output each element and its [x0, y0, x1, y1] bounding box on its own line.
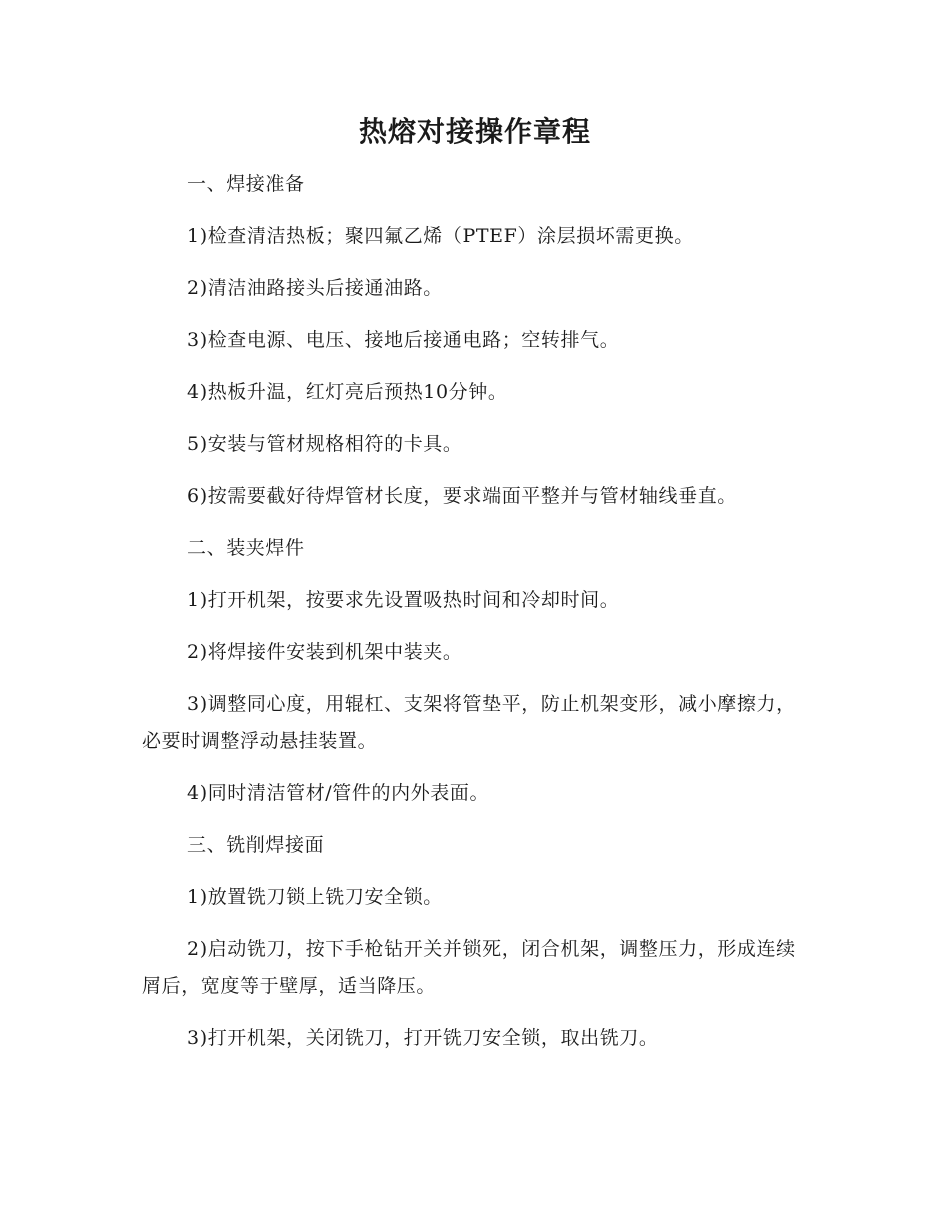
paragraph: 6)按需要截好待焊管材长度，要求端面平整并与管材轴线垂直。 [187, 485, 737, 507]
paragraph: 3)检查电源、电压、接地后接通电路；空转排气。 [187, 329, 620, 351]
paragraph: 1)检查清洁热板；聚四氟乙烯（PTEF）涂层损坏需更换。 [187, 225, 694, 247]
paragraph: 4)同时清洁管材/管件的内外表面。 [187, 782, 490, 804]
document-body [142, 166, 798, 1072]
paragraph: 1)放置铣刀锁上铣刀安全锁。 [187, 886, 443, 908]
paragraph: 4)热板升温，红灯亮后预热10分钟。 [187, 381, 508, 403]
paragraph: 3)打开机架，关闭铣刀，打开铣刀安全锁，取出铣刀。 [187, 1027, 659, 1049]
paragraph: 3)调整同心度，用辊杠、支架将管垫平，防止机架变形，减小摩擦力，必要时调整浮动悬挂装置。 [142, 693, 796, 752]
paragraph: 2)将焊接件安装到机架中装夹。 [187, 641, 463, 663]
paragraph: 2)启动铣刀，按下手枪钻开关并锁死，闭合机架，调整压力，形成连续屑后，宽度等于壁厚，适当降压。 [142, 938, 796, 997]
section-heading-3: 三、铣削焊接面 [187, 834, 325, 856]
section-heading-2: 二、装夹焊件 [187, 537, 305, 559]
paragraph: 2)清洁油路接头后接通油路。 [187, 277, 443, 299]
document-title: 热熔对接操作章程 [358, 115, 591, 148]
section-heading-1: 一、焊接准备 [187, 173, 305, 195]
paragraph: 1)打开机架，按要求先设置吸热时间和冷却时间。 [187, 589, 620, 611]
paragraph: 5)安装与管材规格相符的卡具。 [187, 433, 463, 455]
